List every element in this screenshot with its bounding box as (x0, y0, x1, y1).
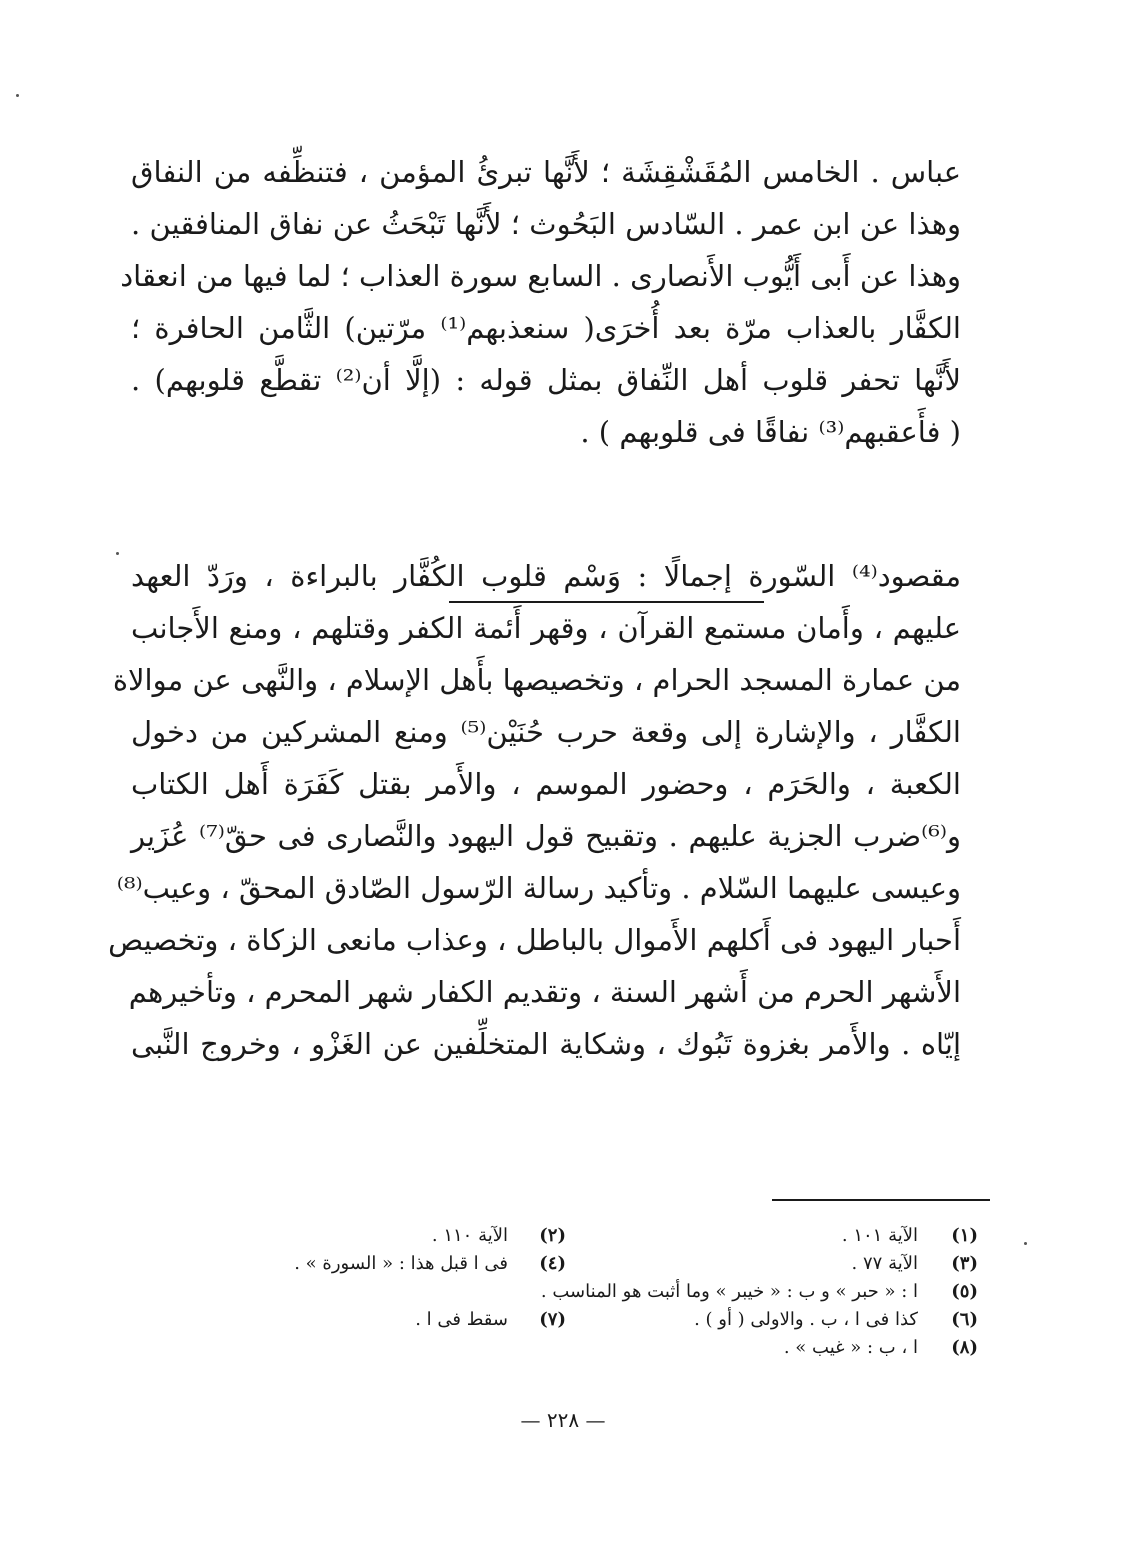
scan-speck (1024, 1242, 1027, 1245)
footnote-number: (٧) (539, 1309, 566, 1330)
footnote-row (158, 1250, 978, 1278)
section-heading: مقصود⁽⁴⁾ السّورة إجمالًا (663, 559, 961, 593)
footnote-text: الآية ١٠١ . (841, 1225, 918, 1246)
footnote-number: (٨) (951, 1337, 978, 1358)
footnote-text: ا ، ب : « غيب » . (783, 1337, 918, 1358)
text-line: الكفَّار بالعذاب مرّة بعد أُخرَى( سنعذبهم⁽¹⁾ مرّتين) الثَّامن الحافرة ؛ (131, 311, 961, 345)
footnote-text: الآية ٧٧ . (851, 1253, 918, 1274)
footnote-row (158, 1222, 978, 1250)
text-line: وهذا عن ابن عمر . السّادس البَحُوث ؛ لأَنَّها تَبْحَثُ عن نفاق المنافقين . (131, 207, 961, 241)
text-line: و⁽⁶⁾ضرب الجزية عليهم . وتقبيح قول اليهود والنَّصارى فى حقّ⁽⁷⁾ عُزَير (131, 819, 962, 853)
paragraph-1 (120, 146, 961, 458)
text-line: أَحبار اليهود فى أَكلهم الأَموال بالباطل ، وعذاب مانعى الزكاة ، وتخصيص (108, 923, 961, 957)
text-line: ( فأَعقبهم⁽³⁾ نفاقًا فى قلوبهم ) . (580, 415, 961, 449)
footnote-number: (٢) (539, 1225, 566, 1246)
text-line: الأَشهر الحرم من أَشهر السنة ، وتقديم الكفار شهر المحرم ، وتأخيرهم (128, 975, 961, 1009)
footnote-text: ا : « حبر » و ب : « خيبر » وما أثبت هو المناسب . (540, 1281, 918, 1302)
heading-underline (449, 601, 764, 603)
text-line: من عمارة المسجد الحرام ، وتخصيصها بأَهل الإسلام ، والنَّهى عن موالاة (112, 663, 961, 697)
footnote-text: كذا فى ا ، ب . والاولى ( أو ) . (694, 1309, 918, 1330)
footnote-row (158, 1334, 978, 1362)
text-line: وهذا عن أَبى أَيُّوب الأَنصارى . السابع سورة العذاب ؛ لما فيها من انعقاد (120, 259, 961, 293)
footnote-number: (٣) (951, 1253, 978, 1274)
footnotes (158, 1222, 978, 1362)
footnote-row (158, 1306, 978, 1334)
footnote-text: فى ا قبل هذا : « السورة » . (294, 1253, 508, 1274)
footnote-number: (٦) (951, 1309, 978, 1330)
text-line: عليهم ، وأَمان مستمع القرآن ، وقهر أَئمة الكفر وقتلهم ، ومنع الأَجانب (131, 611, 961, 645)
text-fragment: : وَسْم قلوب الكُفَّار بالبراءة ، ورَدّ العهد (131, 559, 664, 593)
footnote-text: سقط فى ا . (415, 1309, 508, 1330)
text-line: الكعبة ، والحَرَم ، وحضور الموسم ، والأَمر بقتل كَفَرَة أَهل الكتاب (131, 767, 961, 801)
text-line: إيّاه . والأَمر بغزوة تَبُوك ، وشكاية المتخلِّفين عن الغَزْو ، وخروج النَّبى (131, 1027, 961, 1061)
footnote-number: (١) (951, 1225, 978, 1246)
scan-speck (116, 552, 119, 555)
text-line: الكفَّار ، والإشارة إلى وقعة حرب حُنَيْن⁽⁵⁾ ومنع المشركين من دخول (131, 715, 961, 749)
footnote-number: (٤) (539, 1253, 566, 1274)
text-line: وعيسى عليهما السّلام . وتأكيد رسالة الرّسول الصّادق المحقّ ، وعيب⁽⁸⁾ (116, 871, 961, 905)
text-line: عباس . الخامس المُقَشْقِشَة ؛ لأَنَّها تبرئُ المؤمن ، فتنظِّفه من النفاق (131, 155, 961, 189)
footnote-text: الآية ١١٠ . (431, 1225, 508, 1246)
footnote-number: (٥) (951, 1281, 978, 1302)
scan-speck (16, 94, 19, 97)
text-line: لأَنَّها تحفر قلوب أهل النِّفاق بمثل قوله : (إلَّا أن⁽²⁾ تقطَّع قلوبهم) . (131, 363, 961, 397)
text-line-heading (131, 550, 961, 602)
footnote-row (158, 1278, 978, 1306)
page-number: — ٢٢٨ — (520, 1408, 606, 1432)
footnote-separator (772, 1199, 990, 1201)
paragraph-2 (108, 550, 962, 1070)
